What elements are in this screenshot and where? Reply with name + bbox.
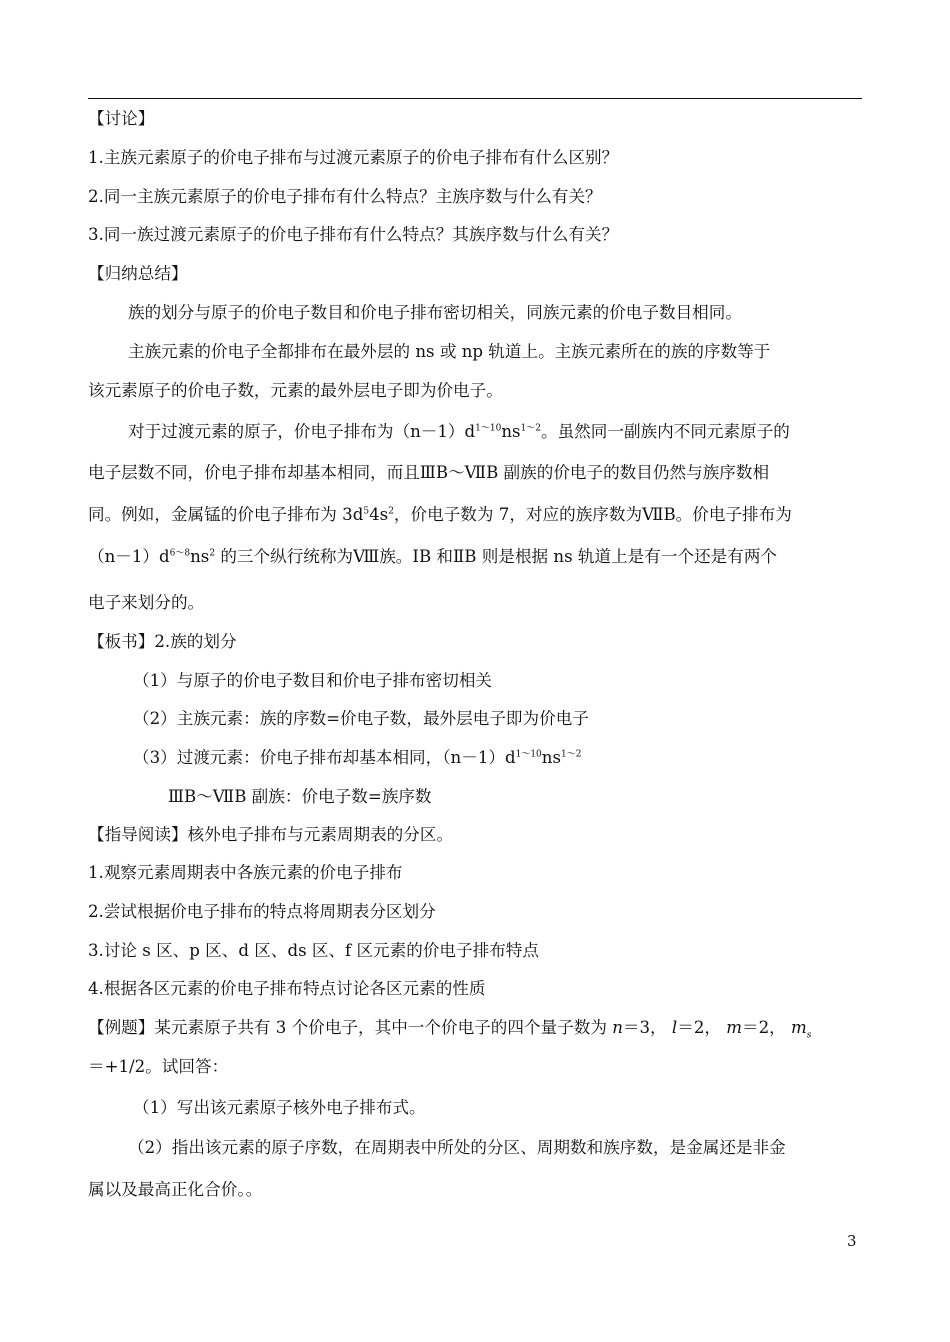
header-rule: [88, 98, 862, 99]
summary-p3-line5: 电子来划分的。: [88, 593, 205, 612]
summary-p2-line1: 主族元素的价电子全都排布在最外层的 ns 或 np 轨道上。主族元素所在的族的序数等于: [128, 342, 771, 361]
reading-heading: 【指导阅读】核外电子排布与元素周期表的分区。: [88, 825, 454, 844]
example-line2: ＝+1/2。试回答：: [88, 1057, 229, 1076]
board-item4: ⅢB～ⅦB 副族：价电子数=族序数: [168, 787, 432, 806]
summary-p1: 族的划分与原子的价电子数目和价电子排布密切相关，同族元素的价电子数目相同。: [128, 303, 742, 322]
reading-item1: 1.观察元素周期表中各族元素的价电子排布: [88, 863, 403, 882]
discussion-q3: 3.同一族过渡元素原子的价电子排布有什么特点？其族序数与什么有关？: [88, 225, 619, 244]
board-item1: （1）与原子的价电子数目和价电子排布密切相关: [133, 671, 493, 690]
summary-heading: 【归纳总结】: [88, 264, 188, 283]
example-sub1: （1）写出该元素原子核外电子排布式。: [133, 1098, 426, 1117]
example-sub2-line2: 属以及最高正化合价。。: [88, 1180, 263, 1199]
discussion-q1: 1.主族元素原子的价电子排布与过渡元素原子的价电子排布有什么区别？: [88, 148, 619, 167]
summary-p2-line2: 该元素原子的价电子数，元素的最外层电子即为价电子。: [88, 381, 503, 400]
discussion-heading: 【讨论】: [88, 109, 155, 128]
board-item2: （2）主族元素：族的序数=价电子数，最外层电子即为价电子: [133, 709, 589, 728]
reading-item4: 4.根据各区元素的价电子排布特点讨论各区元素的性质: [88, 979, 486, 998]
page-number: 3: [847, 1232, 857, 1250]
reading-item2: 2.尝试根据价电子排布的特点将周期表分区划分: [88, 902, 436, 921]
summary-p3-line1: 对于过渡元素的原子，价电子排布为$(n-1)d^{1\sim 10}ns^{1\sim 2}$。虽然同一副族内不同元素原子的: [128, 422, 790, 441]
summary-p3-line4: $(n-1)d^{6\sim 8}ns^2$ 的三个纵行统称为Ⅷ族。ⅠB 和ⅡB 则是根据 ns 轨道上是有一个还是有两个: [88, 547, 778, 566]
example-line1: 【例题】某元素原子共有 3 个价电子，其中一个价电子的四个量子数为 n＝3， l＝2， m＝2， $m_s$: [88, 1018, 812, 1041]
example-sub2-line1: （2）指出该元素的原子序数，在周期表中所处的分区、周期数和族序数，是金属还是非金: [128, 1138, 786, 1157]
summary-p3-line2: 电子层数不同，价电子排布却基本相同，而且ⅢB～ⅦB 副族的价电子的数目仍然与族序数相: [88, 463, 770, 482]
summary-p3-line3: 同。例如，金属锰的价电子排布为 $3d^54s^2$，价电子数为 7，对应的族序数为ⅦB。价电子排布为: [88, 505, 792, 524]
board-heading: 【板书】2.族的划分: [88, 632, 237, 651]
discussion-q2: 2.同一主族元素原子的价电子排布有什么特点？主族序数与什么有关？: [88, 187, 602, 206]
board-item3: （3）过渡元素：价电子排布却基本相同，$(n-1)d^{1\sim 10}ns^{1\sim 2}$: [133, 748, 582, 767]
reading-item3: 3.讨论 s 区、p 区、d 区、ds 区、f 区元素的价电子排布特点: [88, 941, 539, 960]
